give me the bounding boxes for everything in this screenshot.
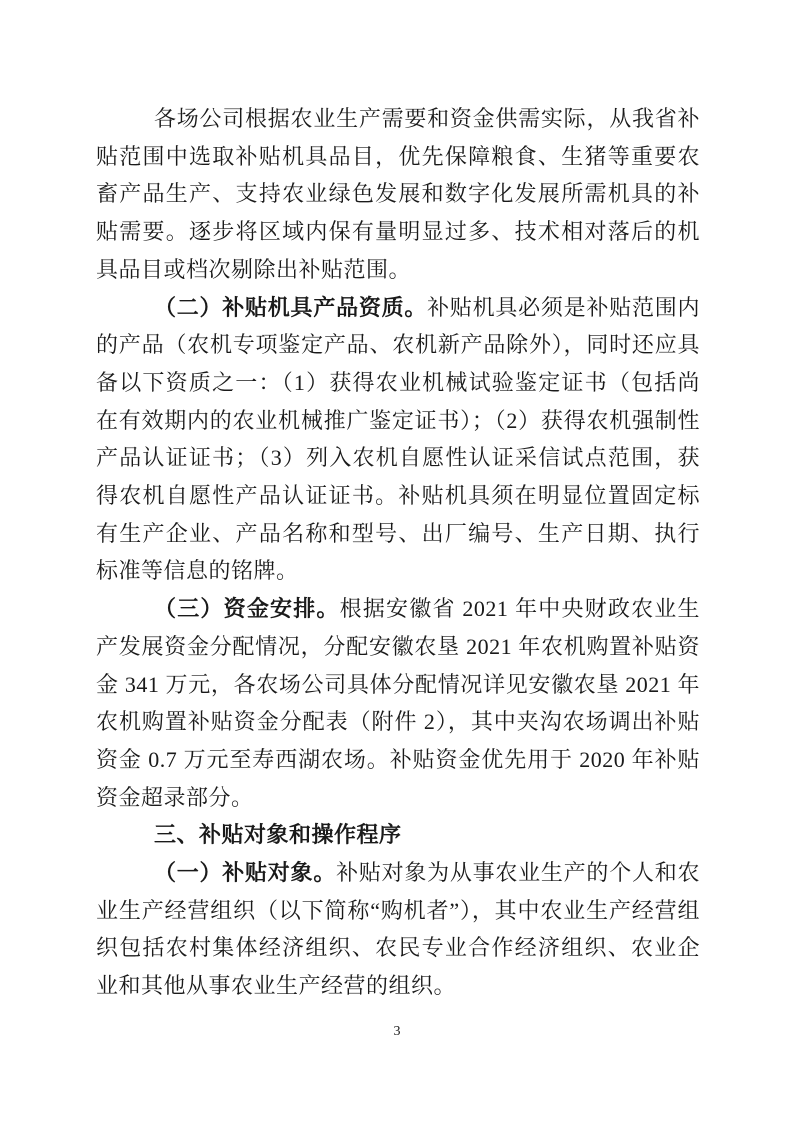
page-number: 3 <box>393 1024 401 1039</box>
emphasis-text-run: 三、补贴对象和操作程序 <box>154 822 402 848</box>
para-machine-product-qualification <box>96 289 700 591</box>
emphasis-text-run: （一）补贴对象。 <box>154 860 337 886</box>
body-text-run: 补贴机具必须是补贴范围内的产品（农机专项鉴定产品、农机新产品除外），同时还应具备以下资质之一：（1）获得农业机械试验鉴定证书（包括尚在有效期内的农业机械推广鉴定证书）；（2）获得农机强制性产品认证证书；（3）列入农机自愿性认证采信试点范围，获得农机自愿性产品认证证书。补贴机具须在明显位置固定标有生产企业、产品名称和型号、出厂编号、生产日期、执行标准等信息的铭牌。 <box>96 294 700 584</box>
para-subsidy-target <box>96 854 700 1005</box>
body-text-run: 各场公司根据农业生产需要和资金供需实际，从我省补贴范围中选取补贴机具品目，优先保障粮食、生猪等重要农畜产品生产、支持农业绿色发展和数字化发展所需机具的补贴需要。逐步将区域内保有量明显过多、技术相对落后的机具品目或档次剔除出补贴范围。 <box>96 106 700 282</box>
body-text-run: 补贴对象为从事农业生产的个人和农业生产经营组织（以下简称“购机者”），其中农业生产经营组织包括农村集体经济组织、农民专业合作经济组织、农业企业和其他从事农业生产经营的组织。 <box>96 860 700 999</box>
emphasis-text-run: （二）补贴机具产品资质。 <box>154 294 428 320</box>
body-text-run: 根据安徽省 2021 年中央财政农业生产发展资金分配情况，分配安徽农垦 2021 年农机购置补贴资金 341 万元，各农场公司具体分配情况详见安徽农垦 2021 年农机购置补贴资金分配表（附件 2），其中夹沟农场调出补贴资金 0.7 万元至寿西湖农场。补贴资金优先用于 2020 年补贴资金超录部分。 <box>96 596 700 810</box>
heading-section-three <box>96 816 700 854</box>
emphasis-text-run: （三）资金安排。 <box>154 596 340 622</box>
page-footer <box>0 1022 794 1042</box>
para-fund-arrangement <box>96 590 700 816</box>
para-machine-item-selection <box>96 100 700 289</box>
document-body <box>96 100 700 1005</box>
